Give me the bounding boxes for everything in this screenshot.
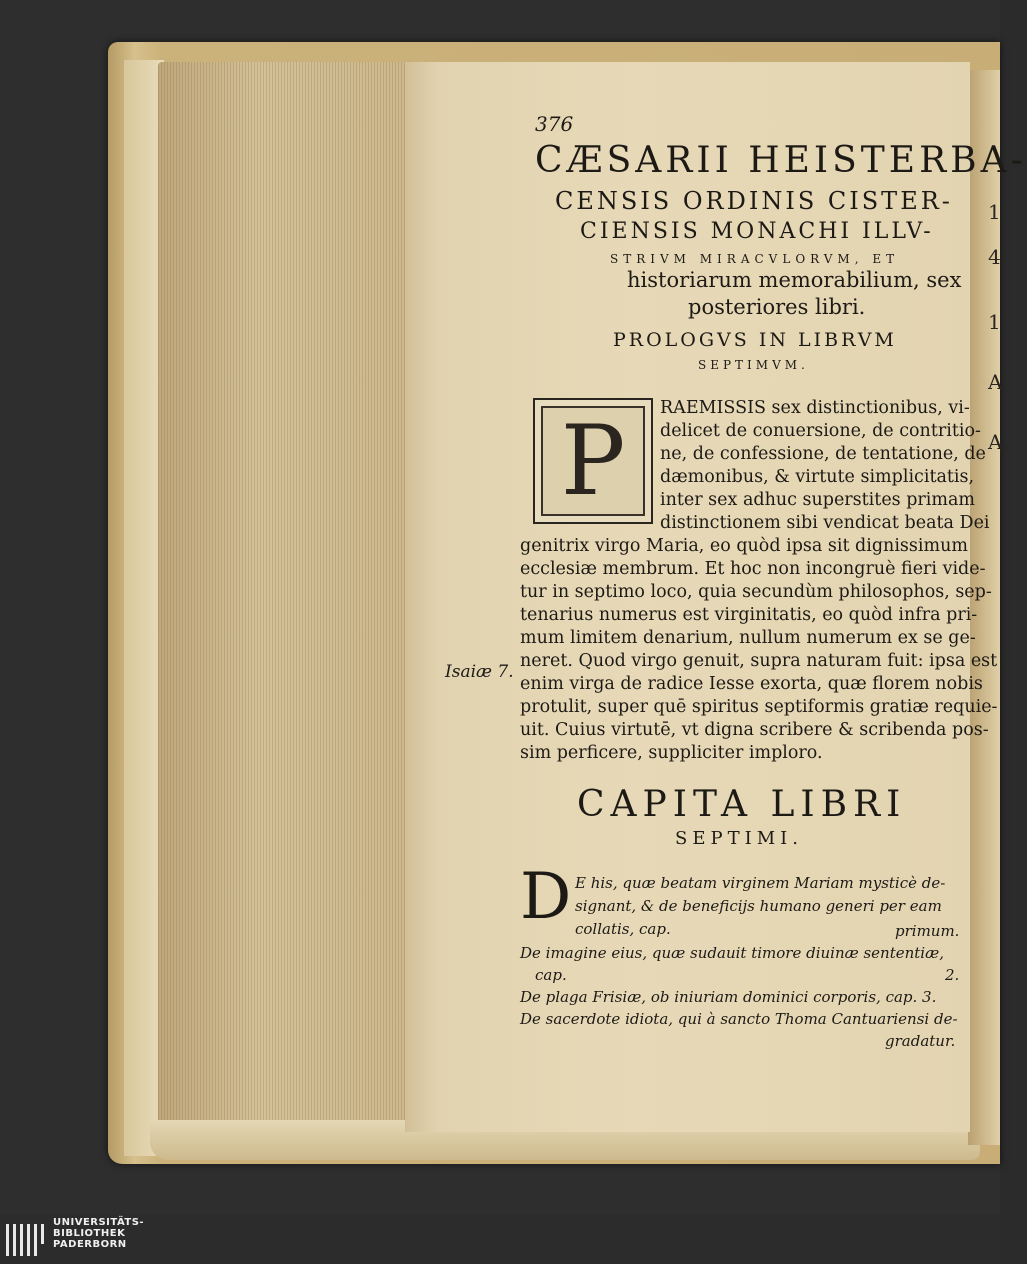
printed-page: [405, 62, 1027, 1132]
title-line: CÆSARII HEISTERBA-: [535, 140, 1027, 181]
body-line: ne, de confessione, de tentatione, de: [660, 444, 986, 464]
title-line: CIENSIS MONACHI ILLV-: [580, 219, 934, 244]
margin-note: Isaiæ 7.: [445, 662, 514, 682]
library-name-line: UNIVERSITÄTS-: [53, 1217, 145, 1228]
next-page-fragment: A: [988, 370, 1003, 394]
title-line: STRIVM MIRACVLORVM, ET: [610, 252, 900, 266]
page-fore-edge: [158, 62, 410, 1128]
body-line: delicet de conuersione, de contritio-: [660, 421, 981, 441]
body-line: dæmonibus, & virtute simplicitatis,: [660, 467, 975, 487]
capita-heading: CAPITA LIBRI: [577, 784, 907, 825]
library-name: [53, 1217, 144, 1250]
body-line: tenarius numerus est virginitatis, eo quòd infra pri-: [520, 605, 978, 625]
next-page-fragment: A: [988, 430, 1003, 454]
page-number: 376: [535, 112, 574, 136]
next-page-fragment: 4: [988, 245, 1001, 269]
title-line: posteriores libri.: [688, 295, 866, 319]
body-line: mum limitem denarium, nullum numerum ex se ge-: [520, 628, 976, 648]
prologus-heading: PROLOGVS IN LIBRVM: [613, 329, 897, 351]
toc-line: gradatur.: [885, 1032, 956, 1050]
body-line: protulit, super quē spiritus septiformis gratiæ requie-: [520, 697, 998, 717]
library-logo-icon: [6, 1224, 46, 1256]
body-line: sim perficere, suppliciter imploro.: [520, 743, 823, 763]
body-line: enim virga de radice Iesse exorta, quæ florem nobis: [520, 674, 983, 694]
toc-initial: D: [520, 860, 572, 934]
decorated-initial: P: [533, 398, 653, 524]
body-line: tur in septimo loco, quia secundùm philosophos, sep-: [520, 582, 992, 602]
body-line: neret. Quod virgo genuit, supra naturam fuit: ipsa est: [520, 651, 998, 671]
toc-line: De imagine eius, quæ sudauit timore diuinæ sententiæ,: [520, 944, 944, 962]
next-page-fragment: 1: [988, 200, 1001, 224]
body-line: genitrix virgo Maria, eo quòd ipsa sit dignissimum: [520, 536, 968, 556]
toc-line: De plaga Frisiæ, ob iniuriam dominici corporis, cap. 3.: [520, 988, 937, 1006]
body-line: distinctionem sibi vendicat beata Dei: [660, 513, 990, 533]
title-line: CENSIS ORDINIS CISTER-: [555, 187, 953, 215]
toc-line: E his, quæ beatam virginem Mariam mysticè de-: [575, 874, 946, 892]
body-line: inter sex adhuc superstites primam: [660, 490, 975, 510]
toc-line: cap.: [535, 966, 567, 984]
capita-subheading: SEPTIMI.: [675, 828, 803, 849]
body-line: RAEMISSIS sex distinctionibus, vi-: [660, 398, 970, 418]
title-line: historiarum memorabilium, sex: [627, 268, 962, 292]
next-page-fragment: 1: [988, 310, 1001, 334]
toc-line: 2.: [945, 966, 960, 984]
toc-line: De sacerdote idiota, qui à sancto Thoma Cantuariensi de-: [520, 1010, 958, 1028]
prologus-subheading: SEPTIMVM.: [698, 358, 809, 372]
body-line: uit. Cuius virtutē, vt digna scribere & scribenda pos-: [520, 720, 989, 740]
library-name-line: BIBLIOTHEK: [53, 1228, 126, 1239]
toc-line: signant, & de beneficijs humano generi per eam: [575, 897, 942, 915]
toc-line: primum.: [895, 922, 960, 940]
library-name-line: PADERBORN: [53, 1239, 127, 1250]
toc-line: collatis, cap.: [575, 920, 671, 938]
library-footer: [0, 1214, 1000, 1264]
body-line: ecclesiæ membrum. Et hoc non incongruè fieri vide-: [520, 559, 986, 579]
